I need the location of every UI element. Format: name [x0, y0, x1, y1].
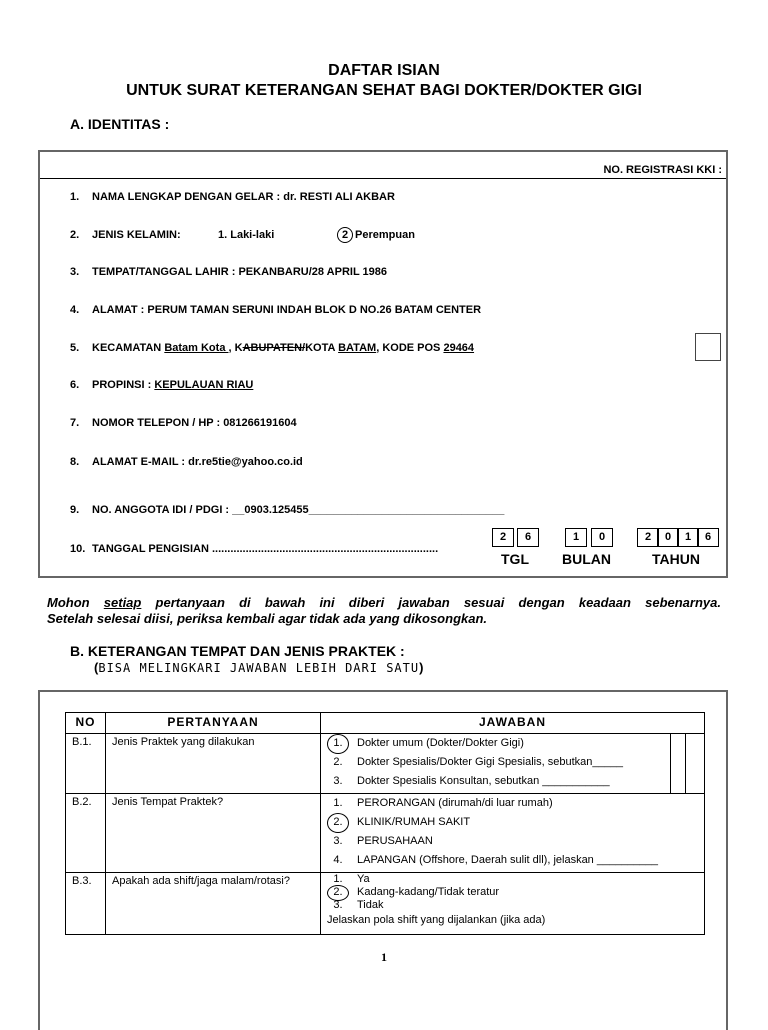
- answer-option[interactable]: 1. Dokter umum (Dokter/Dokter Gigi): [327, 734, 698, 753]
- section-b-subheading: (BISA MELINGKARI JAWABAN LEBIH DARI SATU): [94, 660, 424, 675]
- answer-option[interactable]: 1. Ya: [333, 873, 370, 885]
- answer-option[interactable]: 2. KLINIK/RUMAH SAKIT: [327, 813, 698, 832]
- date-cell-tahun-2: 0: [657, 528, 679, 547]
- field-alamat: 4. ALAMAT : PERUM TAMAN SERUNI INDAH BLOK D NO.26 BATAM CENTER: [70, 304, 482, 316]
- answer-option[interactable]: 2. Kadang-kadang/Tidak teratur: [327, 886, 698, 899]
- row-answers: [321, 794, 705, 873]
- section-a-heading: A. IDENTITAS :: [70, 116, 170, 132]
- date-cell-tahun-4: 6: [697, 528, 719, 547]
- answer-option[interactable]: 2. Dokter Spesialis/Dokter Gigi Spesialis, sebutkan_____: [333, 756, 623, 768]
- check-column: [670, 734, 686, 793]
- note-line-2: Setelah selesai diisi, periksa kembali agar tidak ada yang dikosongkan.: [47, 611, 488, 626]
- table-header-row: [66, 713, 705, 734]
- date-label-bulan: BULAN: [562, 551, 611, 567]
- answer-option[interactable]: 4. LAPANGAN (Offshore, Daerah sulit dll), jelaskan __________: [333, 854, 659, 866]
- registration-label: NO. REGISTRASI KKI :: [603, 164, 722, 176]
- selected-circle: 2: [337, 227, 353, 243]
- row-answers: [321, 734, 705, 794]
- answer-option[interactable]: 3. Dokter Spesialis Konsultan, sebutkan ___________: [333, 775, 610, 787]
- answer-option[interactable]: 1. PERORANGAN (dirumah/di luar rumah): [333, 797, 553, 809]
- field-kecamatan: 5. KECAMATAN Batam Kota , KABUPATEN/KOTA BATAM, KODE POS 29464: [70, 342, 475, 354]
- date-cell-tgl-1: 2: [492, 528, 514, 547]
- field-tanggal-pengisian: 10. TANGGAL PENGISIAN ..........................................................................: [70, 543, 439, 555]
- date-cell-bulan-2: 0: [591, 528, 613, 547]
- question-table: [65, 712, 705, 935]
- form-subtitle: UNTUK SURAT KETERANGAN SEHAT BAGI DOKTER/DOKTER GIGI: [126, 82, 642, 99]
- section-b-heading: B. KETERANGAN TEMPAT DAN JENIS PRAKTEK :: [70, 643, 405, 659]
- field-email: 8. ALAMAT E-MAIL : dr.re5tie@yahoo.co.id: [70, 456, 303, 468]
- answer-option[interactable]: 3. Tidak: [333, 899, 384, 911]
- field-nama: 1. NAMA LENGKAP DENGAN GELAR : dr. RESTI ALI AKBAR: [70, 191, 395, 203]
- note-line-1: Mohon setiap pertanyaan di bawah ini diberi jawaban sesuai dengan keadaan sebenarnya.: [47, 595, 721, 610]
- registration-divider: [40, 178, 726, 179]
- check-box[interactable]: [695, 333, 721, 361]
- table-row: [66, 873, 705, 935]
- option-laki-laki: 1. Laki-laki: [218, 229, 275, 241]
- table-row: [66, 794, 705, 873]
- row-question: Jenis Tempat Praktek?: [106, 794, 321, 873]
- page-number: 1: [381, 950, 387, 964]
- date-label-tahun: TAHUN: [652, 551, 700, 567]
- date-cell-tgl-2: 6: [517, 528, 539, 547]
- option-perempuan: 2 Perempuan: [337, 227, 415, 243]
- field-ttl: 3. TEMPAT/TANGGAL LAHIR : PEKANBARU/28 APRIL 1986: [70, 266, 387, 278]
- row-answers: [321, 873, 705, 935]
- table-row: [66, 734, 705, 794]
- date-cell-tahun-1: 2: [637, 528, 659, 547]
- header-no: NO: [66, 713, 106, 734]
- field-telepon: 7. NOMOR TELEPON / HP : 081266191604: [70, 417, 297, 429]
- date-cell-tahun-3: 1: [677, 528, 699, 547]
- row-no: B.1.: [66, 734, 106, 794]
- row-question: Apakah ada shift/jaga malam/rotasi?: [106, 873, 321, 935]
- row-question: Jenis Praktek yang dilakukan: [106, 734, 321, 794]
- form-title: DAFTAR ISIAN: [328, 62, 440, 79]
- field-jenis-kelamin: 2. JENIS KELAMIN:: [70, 229, 181, 241]
- answer-option[interactable]: 3. PERUSAHAAN: [333, 835, 433, 847]
- header-pertanyaan: PERTANYAAN: [106, 713, 321, 734]
- field-propinsi: 6. PROPINSI : KEPULAUAN RIAU: [70, 379, 254, 391]
- shift-explanation: Jelaskan pola shift yang dijalankan (jika ada): [327, 914, 546, 926]
- row-no: B.3.: [66, 873, 106, 935]
- date-label-tgl: TGL: [501, 551, 529, 567]
- header-jawaban: JAWABAN: [321, 713, 705, 734]
- row-no: B.2.: [66, 794, 106, 873]
- date-cell-bulan-1: 1: [565, 528, 587, 547]
- field-no-anggota: 9. NO. ANGGOTA IDI / PDGI : __0903.125455________________________________: [70, 504, 505, 516]
